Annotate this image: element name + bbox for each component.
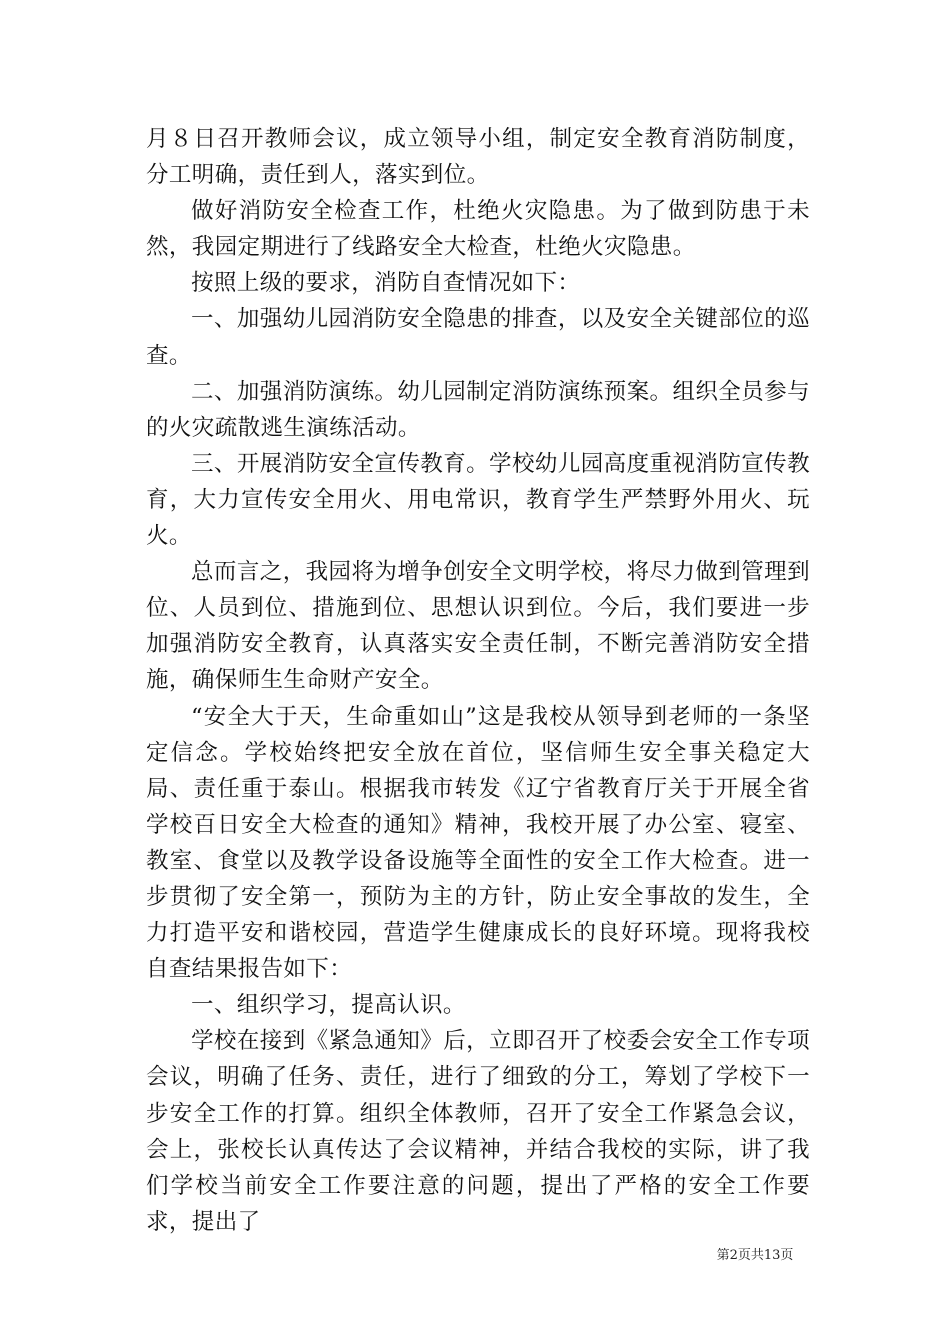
paragraph-urgent-notice: 学校在接到《紧急通知》后，立即召开了校委会安全工作专项会议，明确了任务、责任，进行了细致的分工，筹划了学校下一步安全工作的打算。组织全体教师，召开了安全工作紧急会议，会上，张校长认真传达了会议精神，并结合我校的实际，讲了我们学校当前安全工作要注意的问题，提出了严格的安全工作要求，提出了 bbox=[146, 1028, 810, 1235]
paragraph-item-three: 三、开展消防安全宣传教育。学校幼儿园高度重视消防宣传教育，大力宣传安全用火、用电常识，教育学生严禁野外用火、玩火。 bbox=[146, 450, 810, 550]
page-number-footer: 第2页共13页 bbox=[716, 1248, 794, 1263]
paragraph-safety-belief: “安全大于天，生命重如山”这是我校从领导到老师的一条坚定信念。学校始终把安全放在首位，坚信师生安全事关稳定大局、责任重于泰山。根据我市转发《辽宁省教育厅关于开展全省学校百日安全大检查的通知》精神，我校开展了办公室、寝室、教室、食堂以及教学设备设施等全面性的安全工作大检查。进一步贯彻了安全第一，预防为主的方针，防止安全事故的发生，全力打造平安和谐校园，营造学生健康成长的良好环境。现将我校自查结果报告如下： bbox=[146, 703, 810, 983]
paragraph-self-check-intro: 按照上级的要求，消防自查情况如下： bbox=[191, 270, 581, 297]
paragraph-fire-inspection: 做好消防安全检查工作，杜绝火灾隐患。为了做到防患于未然，我园定期进行了线路安全大检查，杜绝火灾隐患。 bbox=[146, 198, 810, 261]
paragraph-item-one: 一、加强幼儿园消防安全隐患的排查，以及安全关键部位的巡查。 bbox=[146, 306, 810, 369]
body-text bbox=[146, 121, 810, 1240]
paragraph-summary: 总而言之，我园将为增争创安全文明学校，将尽力做到管理到位、人员到位、措施到位、思想认识到位。今后，我们要进一步加强消防安全教育，认真落实安全责任制，不断完善消防安全措施，确保师生生命财产安全。 bbox=[146, 559, 810, 694]
paragraph-item-two: 二、加强消防演练。幼儿园制定消防演练预案。组织全员参与的火灾疏散逃生演练活动。 bbox=[146, 378, 810, 441]
paragraph-section-heading: 一、组织学习，提高认识。 bbox=[191, 992, 466, 1019]
paragraph-continuation: 月８日召开教师会议，成立领导小组，制定安全教育消防制度，分工明确，责任到人，落实到位。 bbox=[146, 126, 810, 189]
